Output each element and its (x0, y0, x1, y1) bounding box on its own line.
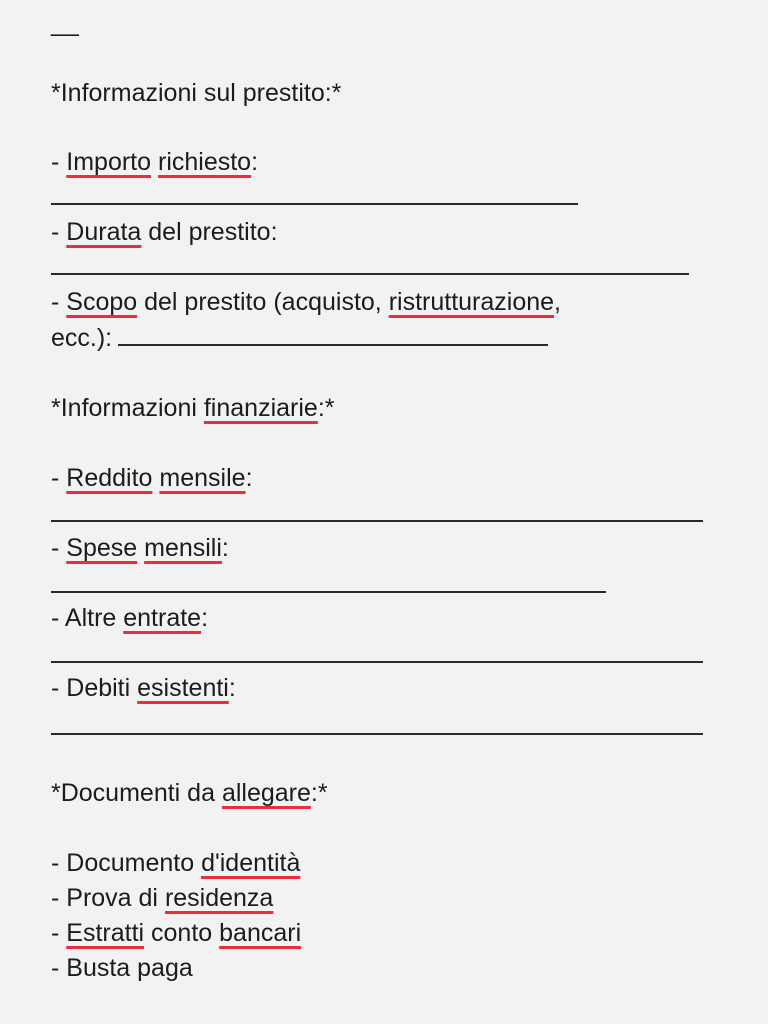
blank-line-expenses[interactable] (51, 591, 606, 593)
text: - (51, 218, 67, 246)
section-heading-finance (51, 391, 335, 425)
text: - (51, 464, 67, 492)
field-label-amount (51, 145, 258, 179)
spell-error-word[interactable]: finanziarie (203, 394, 318, 422)
list-item (51, 881, 273, 915)
text: - Prova di (51, 884, 165, 912)
blank-line-debts[interactable] (51, 733, 703, 735)
spell-error-word[interactable]: richiesto (158, 148, 252, 176)
spell-error-word[interactable]: Importo (66, 148, 152, 176)
text: conto (144, 919, 220, 947)
blank-line-amount[interactable] (51, 203, 578, 205)
spell-error-word[interactable]: mensili (144, 534, 222, 562)
list-item (51, 846, 300, 880)
text: : (201, 604, 209, 632)
text: - (51, 919, 67, 947)
spell-error-word[interactable]: Reddito (66, 464, 153, 492)
text: - Documento (51, 849, 202, 877)
spell-error-word[interactable]: Scopo (66, 288, 138, 316)
field-label-purpose-cont (51, 321, 548, 355)
spell-error-word[interactable]: Durata (66, 218, 142, 246)
text: : (228, 674, 236, 702)
list-item (51, 951, 193, 985)
top-dash: __ (51, 9, 79, 37)
blank-line-other-income[interactable] (51, 661, 703, 663)
field-label-purpose (51, 285, 561, 319)
text: , (554, 288, 561, 316)
text: : (221, 534, 229, 562)
spell-error-word[interactable]: Spese (66, 534, 138, 562)
field-label-income (51, 461, 253, 495)
field-label-expenses (51, 531, 229, 565)
text: - (51, 534, 67, 562)
text: - Altre (51, 604, 124, 632)
text: - (51, 288, 67, 316)
blank-line-duration[interactable] (51, 273, 689, 275)
field-label-other-income (51, 601, 208, 635)
spell-error-word[interactable]: esistenti (137, 674, 229, 702)
text: - Busta paga (51, 954, 193, 982)
section-heading-loan (51, 76, 341, 110)
field-label-duration (51, 215, 278, 249)
text: del prestito (acquisto, (137, 288, 389, 316)
spell-error-word[interactable]: mensile (159, 464, 246, 492)
text: :* (310, 779, 328, 807)
blank-line-income[interactable] (51, 520, 703, 522)
spell-error-word[interactable]: ristrutturazione (388, 288, 555, 316)
text: ecc.): (51, 324, 113, 352)
section-heading-documents (51, 776, 328, 810)
text: - Debiti (51, 674, 138, 702)
text: del prestito: (141, 218, 278, 246)
spell-error-word[interactable]: d'identità (201, 849, 301, 877)
spell-error-word[interactable]: Estratti (66, 919, 145, 947)
heading-text: *Informazioni sul prestito:* (51, 79, 342, 107)
text: *Informazioni (51, 394, 204, 422)
blank-line-purpose[interactable] (118, 344, 548, 346)
spell-error-word[interactable]: entrate (123, 604, 202, 632)
spell-error-word[interactable]: allegare (221, 779, 311, 807)
text: *Documenti da (51, 779, 222, 807)
spell-error-word[interactable]: residenza (164, 884, 274, 912)
spell-error-word[interactable]: bancari (219, 919, 302, 947)
field-label-debts (51, 671, 236, 705)
text: :* (317, 394, 335, 422)
text: : (245, 464, 253, 492)
text: - (51, 148, 67, 176)
text: : (251, 148, 259, 176)
text (151, 148, 158, 176)
list-item (51, 916, 301, 950)
